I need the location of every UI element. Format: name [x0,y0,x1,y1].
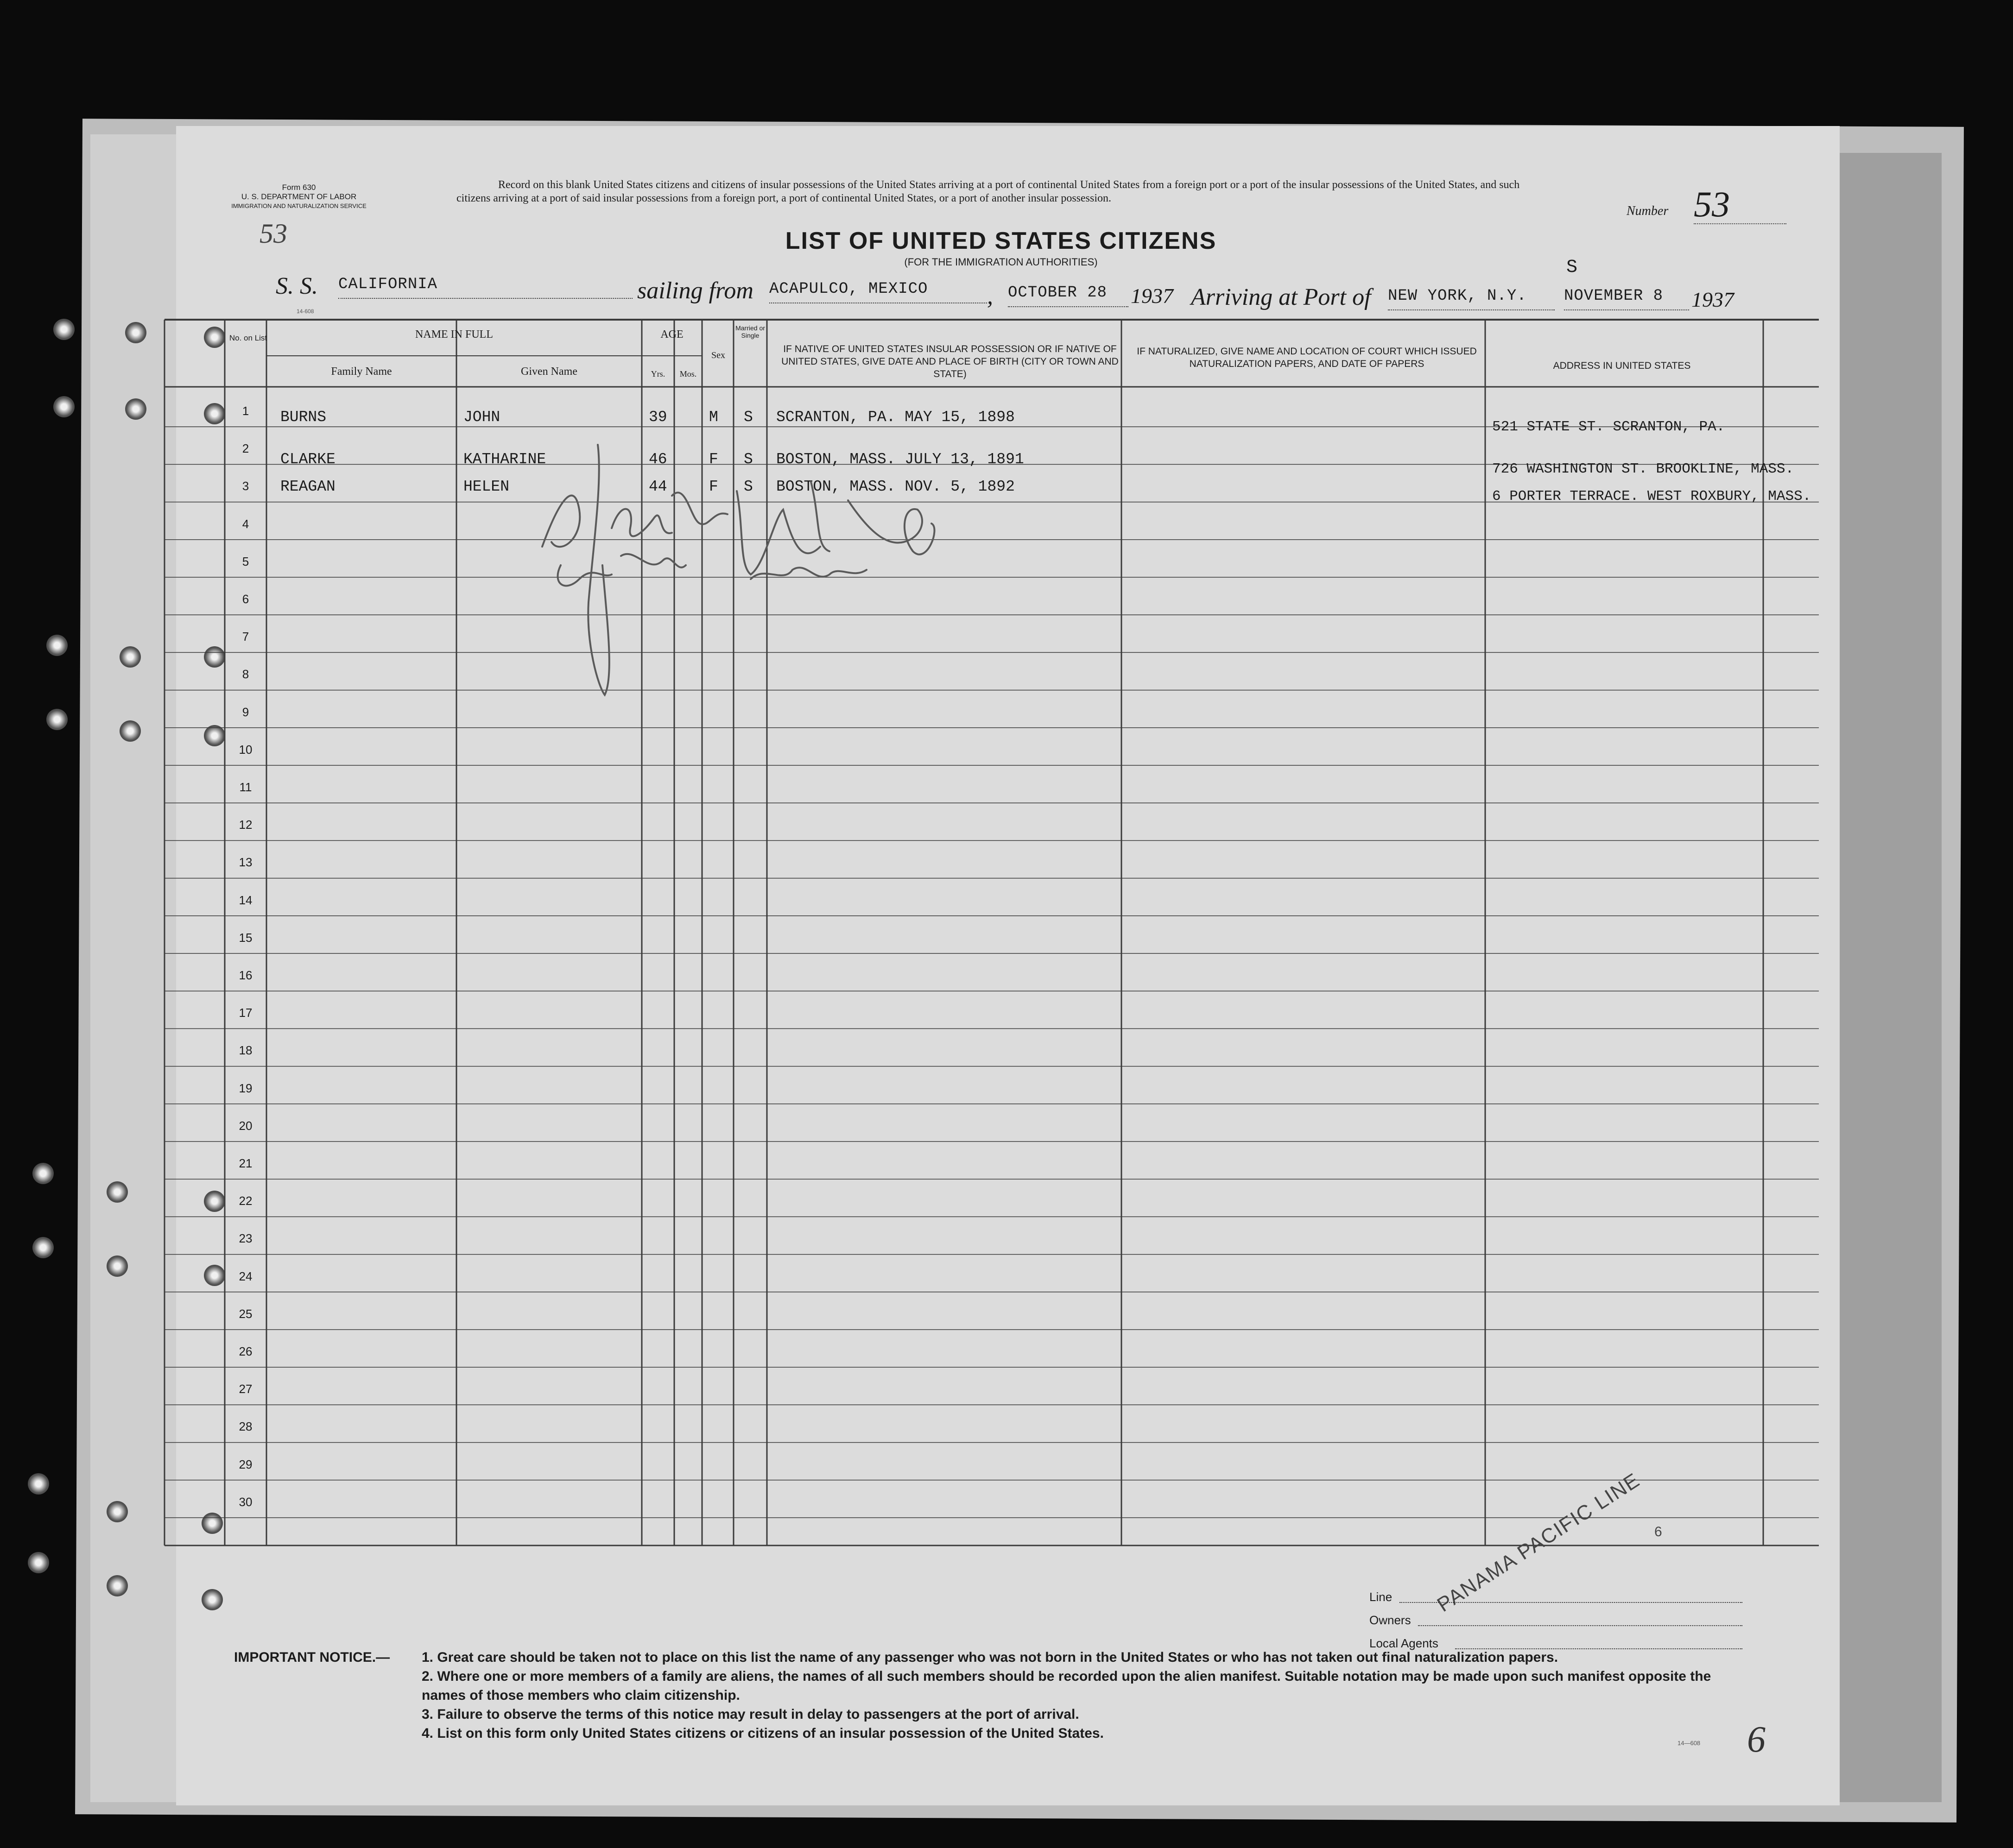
form-code: 14—608 [1678,1740,1701,1747]
ship-name: CALIFORNIA [338,276,633,299]
address-cell: 521 STATE ST. SCRANTON, PA. [1492,419,1725,435]
stamp-mark: 6 [1654,1524,1662,1539]
col-sex: Sex [711,350,725,360]
col-naturalized: IF NATURALIZED, GIVE NAME AND LOCATION OF COURT WHICH ISSUED NATURALIZATION PAPERS, AND DATE OF PAPERS [1137,346,1477,369]
row-number: 9 [242,705,249,719]
col-birth: IF NATIVE OF UNITED STATES INSULAR POSSESSION OR IF NATIVE OF UNITED STATES, GIVE DATE AND PLACE OF BIRTH (CITY OR TOWN AND STATE) [781,344,1119,379]
family-name-cell: REAGAN [280,478,336,496]
col-married-single: Married or Single [735,324,765,339]
row-number: 14 [239,893,253,907]
row-number: 13 [239,855,253,870]
row-number: 26 [239,1344,253,1358]
service-name: IMMIGRATION AND NATURALIZATION SERVICE [231,202,367,209]
col-no: No. on List [229,334,267,342]
family-name-cell: CLARKE [280,451,336,468]
age-years-cell: 46 [649,451,667,468]
row-number: 28 [239,1419,253,1434]
page-subtitle: (FOR THE IMMIGRATION AUTHORITIES) [904,256,1098,268]
ss-label: S. S. [276,273,318,299]
row-number: 8 [242,667,249,681]
local-agents-label: Local Agents [1369,1636,1438,1650]
row-number: 2 [242,442,249,456]
row-number: 19 [239,1081,253,1095]
notice-title: IMPORTANT NOTICE.— [234,1650,390,1665]
row-number: 29 [239,1457,253,1471]
marital-status-cell: S [744,451,753,468]
page-mark: 6 [1747,1719,1766,1760]
col-yrs: Yrs. [651,369,665,378]
margin-note: 53 [260,218,287,249]
age-years-cell: 39 [649,409,667,426]
arrival-year: 1937 [1691,288,1734,311]
row-number: 27 [239,1382,253,1396]
row-number: 21 [239,1156,253,1170]
notice-list [422,1648,1756,1743]
row-number: 7 [242,630,249,644]
row-number: 1 [242,404,249,418]
arriving-label: Arriving at Port of [1191,284,1371,310]
col-given-name: Given Name [521,366,577,378]
family-name-cell: BURNS [280,409,327,426]
row-number: 5 [242,554,249,568]
page-title: LIST OF UNITED STATES CITIZENS [785,227,1217,254]
col-mos: Mos. [679,369,697,378]
row-number: 25 [239,1306,253,1321]
row-number: 6 [242,592,249,606]
row-number: 24 [239,1269,253,1283]
row-number: 23 [239,1231,253,1246]
row-number: 10 [239,742,253,757]
given-name-cell: HELEN [463,478,510,496]
col-family-name: Family Name [331,366,392,378]
departure-date: OCTOBER 28 [1008,284,1128,307]
row-number: 15 [239,930,253,945]
form-instructions: Record on this blank United States citizens and citizens of insular possessions of the United States arriving at a port of continental United States from a foreign port or a port of the insular possessions of the United States, and such citizens arriving at a port of said insular possessions from a foreign port, a port of continental United States, or a port of another insular possession. [456,179,1520,204]
notice-item: 2. Where one or more members of a family are aliens, the names of all such members should be recorded upon the alien manifest. Suitable notation may be made upon such manifest opposite the names of those members who claim citizenship. [422,1669,1711,1703]
row-number: 30 [239,1495,253,1509]
sex-cell: M [709,409,718,426]
col-age: AGE [660,328,684,341]
notice-item: 3. Failure to observe the terms of this notice may result in delay to passengers at the port of arrival. [422,1707,1079,1722]
arrival-date: NOVEMBER 8 [1564,287,1689,310]
department-name: U. S. DEPARTMENT OF LABOR [241,192,357,201]
row-number: 22 [239,1194,253,1208]
sailing-label: sailing from [637,278,753,304]
birth-cell: BOSTON, MASS. NOV. 5, 1892 [776,478,1015,496]
given-name-cell: JOHN [463,409,500,426]
birth-cell: SCRANTON, PA. MAY 15, 1898 [776,409,1015,426]
number-label: Number [1627,204,1669,218]
marital-status-cell: S [744,409,753,426]
row-number: 18 [239,1043,253,1058]
number-value: 53 [1694,185,1786,224]
row-number: 4 [242,517,249,531]
address-cell: 6 PORTER TERRACE. WEST ROXBURY, MASS. [1492,488,1811,505]
address-cell: 726 WASHINGTON ST. BROOKLINE, MASS. [1492,461,1794,478]
col-name-in-full: NAME IN FULL [415,328,493,341]
owners-label: Owners [1369,1613,1411,1627]
notice-item: 4. List on this form only United States citizens or citizens of an insular possession of the United States. [422,1726,1104,1741]
notice-item: 1. Great care should be taken not to place on this list the name of any passenger who was not born in the United States or who has not taken out final naturalization papers. [422,1650,1558,1665]
birth-cell: BOSTON, MASS. JULY 13, 1891 [776,451,1024,468]
given-name-cell: KATHARINE [463,451,546,468]
departure-port: ACAPULCO, MEXICO [769,280,987,303]
row-number: 11 [239,780,252,794]
sex-cell: F [709,451,718,468]
print-note: 14-608 [297,308,314,315]
row-number: 3 [242,479,249,493]
marital-status-cell: S [744,478,753,496]
row-number: 20 [239,1118,253,1133]
departure-year: 1937 [1131,284,1173,308]
row-number: 16 [239,968,253,982]
corner-mark: S [1566,257,1578,278]
form-number: Form 630 [282,183,316,192]
arrival-port: NEW YORK, N.Y. [1388,287,1555,310]
line-label: Line [1369,1590,1393,1604]
handwritten-signature [533,426,987,704]
age-years-cell: 44 [649,478,667,496]
row-number: 12 [239,818,253,832]
sex-cell: F [709,478,718,496]
company-stamp: PANAMA PACIFIC LINE [1433,1468,1644,1617]
row-number: 17 [239,1006,253,1020]
col-address: ADDRESS IN UNITED STATES [1553,360,1691,371]
